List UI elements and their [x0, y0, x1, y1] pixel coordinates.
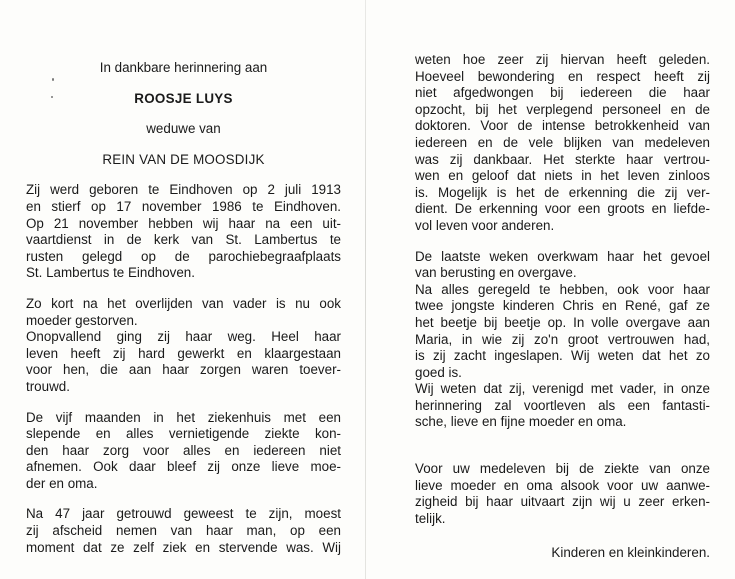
paragraph-last-weeks	[415, 249, 710, 432]
print-speck	[52, 78, 54, 81]
paragraph-thanks	[415, 461, 710, 527]
paragraph-hospital	[26, 410, 341, 493]
text-line: Hoeveel bewondering en respect heeft zij	[415, 68, 710, 84]
text-line: vaartdienst in de kerk van St. Lambertus te	[26, 232, 341, 248]
text-line: De laatste weken overkwam haar het gevoel	[415, 248, 710, 264]
paragraph-marriage	[26, 506, 341, 556]
text-line: dient. De erkenning voor een groots en liefde-	[415, 201, 710, 217]
text-line: sche, lieve en fijne moeder en oma.	[415, 414, 627, 430]
text-line: moeder gestorven.	[26, 312, 138, 328]
text-line: slepende en alles vernietigende ziekte kon-	[26, 426, 341, 442]
signature: Kinderen en kleinkinderen.	[551, 545, 710, 561]
left-page	[26, 60, 341, 556]
text-line: het beetje bij beetje op. In volle overgave aan	[415, 314, 710, 330]
text-line: Na 47 jaar getrouwd geweest te zijn, moest	[26, 506, 341, 522]
text-line: zij afscheid nemen van haar man, op een	[26, 523, 341, 539]
husband-name: REIN VAN DE MOOSDIJK	[102, 151, 265, 167]
text-line: is. Mogelijk is het de erkenning die zij ver-	[415, 184, 710, 200]
text-line: iedereen en de vele blijken van medeleven	[415, 134, 710, 150]
text-line: lieve moeder en oma alsook voor uw aanwe-	[415, 477, 710, 493]
text-line: weten hoe zeer zij hiervan heeft geleden.	[415, 52, 710, 67]
text-line: niet afgedwongen bij iedereen die haar	[415, 85, 710, 101]
text-line: Wij weten dat zij, verenigd met vader, in onze	[415, 381, 710, 397]
paragraph-birth-death	[26, 182, 341, 282]
text-line: moment dat ze zelf ziek en stervende was. Wij	[26, 539, 341, 555]
text-line: Voor uw medeleven bij de ziekte van onze	[415, 461, 710, 477]
text-line: goed is.	[415, 364, 462, 380]
text-line: twee jongste kinderen Chris en René, gaf ze	[415, 298, 710, 314]
text-line: Zij werd geboren te Eindhoven op 2 juli 1913	[26, 182, 341, 198]
deceased-name: ROOSJE LUYS	[134, 90, 233, 106]
text-line: vol leven voor anderen.	[415, 217, 555, 233]
right-page	[415, 52, 710, 562]
text-line: voor hen, die aan haar zorgen waren toever-	[26, 362, 341, 378]
text-line: zigheid bij haar uitvaart zijn wij u zeer erken-	[415, 494, 710, 510]
text-line: en stierf op 17 november 1986 te Eindhoven.	[26, 198, 341, 214]
paragraph-admiration	[415, 52, 710, 235]
text-line: Zo kort na het overlijden van vader is nu ook	[26, 295, 341, 311]
text-line: van berusting en overgave.	[415, 265, 577, 281]
fold-line	[365, 0, 366, 579]
text-line: doktoren. Voor de intense betrokkenheid van	[415, 118, 710, 134]
text-line: wen en geloof dat niets in het leven zinloos	[415, 168, 710, 184]
text-line: St. Lambertus te Eindhoven.	[26, 265, 195, 281]
text-line: opzocht, bij het verplegend personeel en de	[415, 101, 710, 117]
text-line: is zij zacht ingeslapen. Wij weten dat het zo	[415, 348, 710, 364]
text-line: afnemen. Ook daar bleef zij onze lieve moe-	[26, 459, 341, 475]
intro-line: In dankbare herinnering aan	[99, 60, 268, 75]
text-line: Op 21 november hebben wij haar na een uit-	[26, 215, 341, 231]
text-line: Na alles geregeld te hebben, ook voor haar	[415, 281, 710, 297]
text-line: Maria, in wie zij zo'n groot vertrouwen had,	[415, 331, 710, 347]
widow-of-line: weduwe van	[146, 121, 221, 137]
text-line: trouwd.	[26, 378, 70, 394]
text-line: leven heeft zij hard gewerkt en klaargestaan	[26, 345, 341, 361]
text-line: telijk.	[415, 510, 446, 526]
text-line: der en oma.	[26, 475, 98, 491]
text-line: was zij dankbaar. Het sterkte haar vertrou-	[415, 151, 710, 167]
text-line: herinnering zal voortleven als een fantasti-	[415, 397, 710, 413]
text-line: den haar zorg voor alles en iedereen niet	[26, 442, 341, 458]
paragraph-mother	[26, 296, 341, 396]
text-line: Onopvallend ging zij haar weg. Heel haar	[26, 329, 341, 345]
print-speck	[51, 96, 53, 98]
text-line: rusten gelegd op de parochiebegraafplaats	[26, 248, 341, 264]
text-line: De vijf maanden in het ziekenhuis met een	[26, 409, 341, 425]
